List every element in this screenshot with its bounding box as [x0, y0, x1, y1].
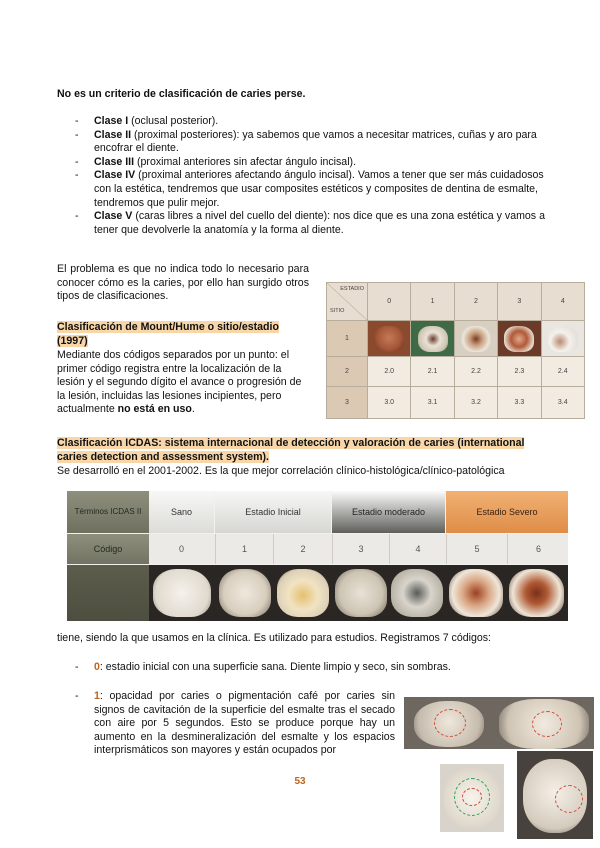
tooth-photo [454, 321, 497, 357]
table-cell: 2.4 [541, 357, 584, 387]
site-label: 2 [327, 357, 368, 387]
table-cell: 3.4 [541, 387, 584, 419]
header-sitio: SITIO [330, 308, 345, 314]
list-item: - Clase I (oclusal posterior). [75, 115, 219, 127]
codes-list-0 [75, 661, 545, 675]
mount-text-end: . [191, 403, 195, 416]
code-cell: 5 [446, 534, 507, 564]
stage-header: 0 [368, 283, 411, 321]
code-cell: 3 [332, 534, 389, 564]
icdas-subtitle: Se desarrolló en el 2001-2002. Es la que mejor correlación clínico-histológica/clínico-patológica [57, 465, 505, 477]
list-item: - Clase V (caras libres a nivel del cuello del diente): nos dice que es una zona estética y vamos a tener que devolverle la anatomía y la forma al diente. [75, 210, 545, 236]
code-cell: 0 [178, 544, 184, 554]
icdas-heading [57, 437, 542, 464]
table-cell: 3.1 [411, 387, 454, 419]
code-cell: 1 [215, 534, 273, 564]
clase-label: Clase II [94, 128, 132, 141]
table-cell: 3.3 [498, 387, 541, 419]
code-text: : opacidad por caries o pigmentación café por caries sin signos de cavitación de la superficie del esmalte tras el secado con aire por 5 segundos. Esto se produce porque hay un aumento en la desmineralización del esmalte y los espacios interprismáticos son mayores y están ocupados por [94, 690, 395, 757]
tooth-photo [509, 569, 564, 617]
codigo-label: Código [67, 534, 149, 564]
list-item: - 0: estadio inicial con una superficie sana. Diente limpio y seco, sin sombras. [75, 661, 451, 673]
code-cell: 4 [389, 534, 446, 564]
clases-list [75, 115, 545, 237]
table-cell: 2.1 [411, 357, 454, 387]
list-item: - Clase II (proximal posteriores): ya sabemos que vamos a necesitar matrices, cuñas y aro para encofrar el diente. [75, 128, 537, 155]
clase-label: Clase V [94, 210, 133, 223]
photo-row-label [67, 565, 149, 621]
clase-text: (proximal anteriores afectando ángulo incisal). Vamos a tener que ser más cuidadosos con la estética, tendremos que usar composites estéticos y composites de dentina de esmalte, tendremos que pulir mejor. [94, 169, 544, 209]
mount-paragraph [57, 349, 309, 417]
site-label: 1 [327, 321, 368, 357]
site-label: 3 [327, 387, 368, 419]
severo-header: Estadio Severo [446, 491, 568, 533]
codes-row [149, 534, 568, 564]
tooth-photo [335, 569, 387, 617]
code-text: : estadio inicial con una superficie sana. Diente limpio y seco, sin sombras. [99, 661, 451, 673]
clase-text: (oclusal posterior). [128, 115, 219, 127]
mount-heading [57, 321, 309, 348]
mount-title: Clasificación de Mount/Hume o sitio/estadio (1997) [57, 321, 279, 347]
tooth-photo [541, 321, 584, 357]
codes-list-1 [75, 690, 395, 758]
icdas-title: Clasificación ICDAS: sistema internacional de detección y valoración de caries (international caries detection and assessment system). [57, 437, 525, 463]
tooth-photo [498, 321, 541, 357]
clase-label: Clase I [94, 115, 129, 127]
icdas-table [67, 491, 568, 621]
clinical-photo [404, 697, 594, 749]
after-table-paragraph: tiene, siendo la que usamos en la clínica. Es utilizado para estudios. Registramos 7 códigos: [57, 632, 491, 644]
table-cell: 2.2 [454, 357, 497, 387]
tooth-photos [149, 565, 568, 621]
clinical-photo [517, 751, 593, 839]
clase-text: (caras libres a nivel del cuello del diente): nos dice que es una zona estética y vamos a tener que devolverle la anatomía y la forma al diente. [94, 210, 545, 236]
tooth-photo [368, 321, 411, 357]
clase-text: (proximal anteriores sin afectar ángulo incisal). [134, 155, 357, 168]
inicial-header: Estadio Inicial [215, 491, 331, 533]
tooth-photo [277, 569, 329, 617]
mount-hume-table [326, 282, 585, 418]
list-item: - Clase IV (proximal anteriores afectando ángulo incisal). Vamos a tener que ser más cuidadosos con la estética, tendremos que usar composites estéticos y composites de dentina de esmalte, tendremos que pulir mejor. [75, 169, 544, 209]
section-heading: No es un criterio de clasificación de caries perse. [57, 88, 306, 100]
stage-header: 4 [541, 283, 584, 321]
clinical-photo [440, 764, 504, 832]
clase-label: Clase III [94, 155, 135, 168]
tooth-photo [449, 569, 503, 617]
code-cell: 2 [273, 534, 332, 564]
tooth-photo [411, 321, 454, 357]
code-cell: 6 [507, 534, 569, 564]
list-item: - 1: opacidad por caries o pigmentación café por caries sin signos de cavitación de la superficie del esmalte tras el secado con aire por 5 segundos. Esto se produce porque hay un aumento en la desmineralización del esmalte y los espacios interprismáticos son mayores y están ocupados por [75, 690, 395, 757]
table-cell: 3.0 [368, 387, 411, 419]
mount-text-bold: no está en uso [117, 403, 192, 416]
clase-text: (proximal posteriores): ya sabemos que vamos a necesitar matrices, cuñas y aro para encofrar el diente. [94, 128, 537, 155]
header-corner [327, 283, 368, 321]
stage-header: 1 [411, 283, 454, 321]
stage-header: 2 [454, 283, 497, 321]
tooth-photo [391, 569, 443, 617]
code-number: 1 [94, 690, 100, 702]
terms-header: Términos ICDAS II [67, 491, 149, 533]
table-cell: 2.3 [498, 357, 541, 387]
tooth-photo [153, 569, 211, 617]
mount-text: Mediante dos códigos separados por un punto: el primer código registra entre la localización de la lesión y el segundo dígito el avance o progresión de la lesión, incluidas las lesiones incipientes, pero actualmente [57, 349, 302, 416]
page-number: 53 [294, 776, 306, 787]
code-number: 0 [94, 661, 100, 673]
stage-header: 3 [498, 283, 541, 321]
sano-header: Sano [149, 491, 214, 533]
moderado-header: Estadio moderado [332, 491, 445, 533]
list-item: - Clase III (proximal anteriores sin afectar ángulo incisal). [75, 155, 357, 168]
tooth-photo [219, 569, 271, 617]
header-estadio: ESTADIO [340, 286, 364, 292]
problem-paragraph: El problema es que no indica todo lo necesario para conocer cómo es la caries, por ello han surgido otros tipos de clasificaciones. [57, 263, 309, 303]
clase-label: Clase IV [94, 169, 136, 182]
table-cell: 3.2 [454, 387, 497, 419]
table-cell: 2.0 [368, 357, 411, 387]
